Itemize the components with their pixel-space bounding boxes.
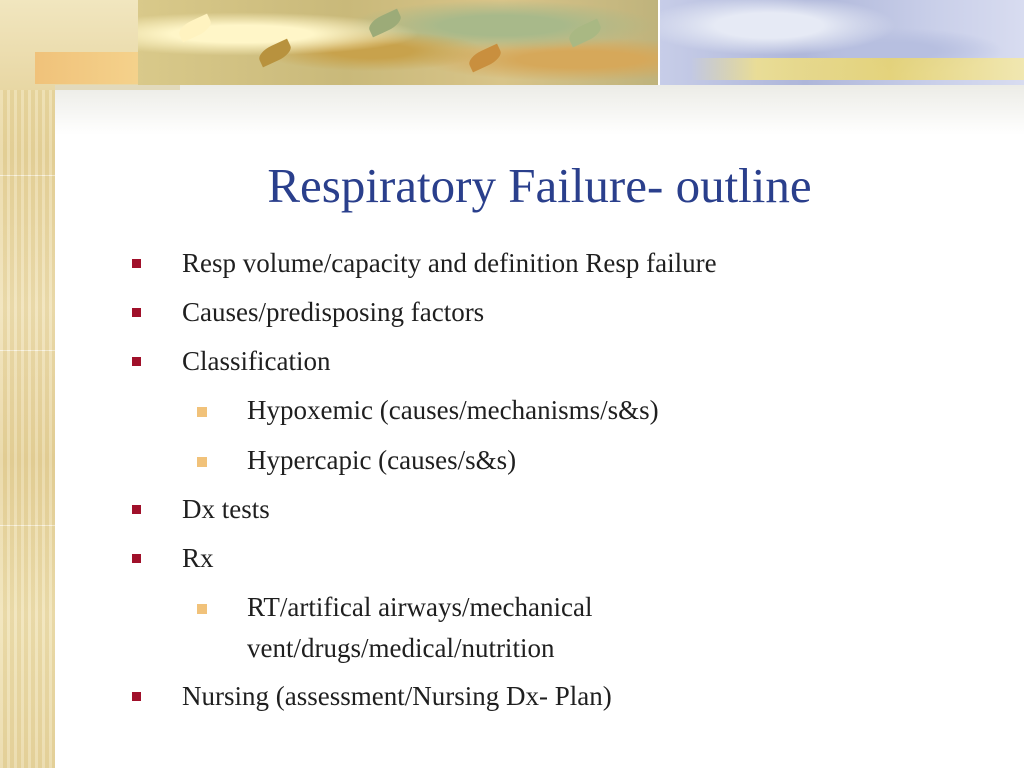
square-bullet-icon: [132, 308, 141, 317]
list-item-text: RT/artifical airways/mechanical: [247, 592, 593, 622]
strip-seam: [0, 350, 55, 351]
square-bullet-icon: [132, 692, 141, 701]
square-bullet-icon: [132, 505, 141, 514]
list-item-text: Hypercapic (causes/s&s): [247, 445, 517, 475]
square-bullet-icon: [132, 554, 141, 563]
square-bullet-icon: [197, 457, 207, 467]
list-item-text: Resp volume/capacity and definition Resp failure: [182, 248, 717, 278]
list-item-text: Hypoxemic (causes/mechanisms/s&s): [247, 395, 659, 425]
square-bullet-icon: [132, 259, 141, 268]
list-item-text: vent/drugs/medical/nutrition: [247, 633, 555, 663]
banner-shadow: [55, 85, 1024, 135]
list-item-text: Dx tests: [182, 494, 270, 524]
leaf-shape: [256, 39, 294, 68]
list-item-text: Causes/predisposing factors: [182, 297, 485, 327]
list-item-text: Nursing (assessment/Nursing Dx- Plan): [182, 681, 612, 711]
top-decorative-banner: [0, 0, 1024, 90]
leaf-shape: [466, 44, 504, 73]
leaf-shape: [566, 19, 604, 48]
leaf-shape: [366, 9, 404, 38]
left-decorative-strip: [0, 0, 55, 768]
banner-orange-band: [35, 52, 155, 84]
list-item-text: Classification: [182, 346, 331, 376]
slide-title: Respiratory Failure- outline: [267, 158, 812, 213]
square-bullet-icon: [197, 407, 207, 417]
strip-seam: [0, 175, 55, 176]
banner-yellow-grass: [690, 58, 1024, 80]
square-bullet-icon: [197, 604, 207, 614]
strip-seam: [0, 525, 55, 526]
list-item-text: Rx: [182, 543, 214, 573]
square-bullet-icon: [132, 357, 141, 366]
leaf-shape: [176, 14, 214, 43]
banner-leaves-image: [138, 0, 658, 85]
